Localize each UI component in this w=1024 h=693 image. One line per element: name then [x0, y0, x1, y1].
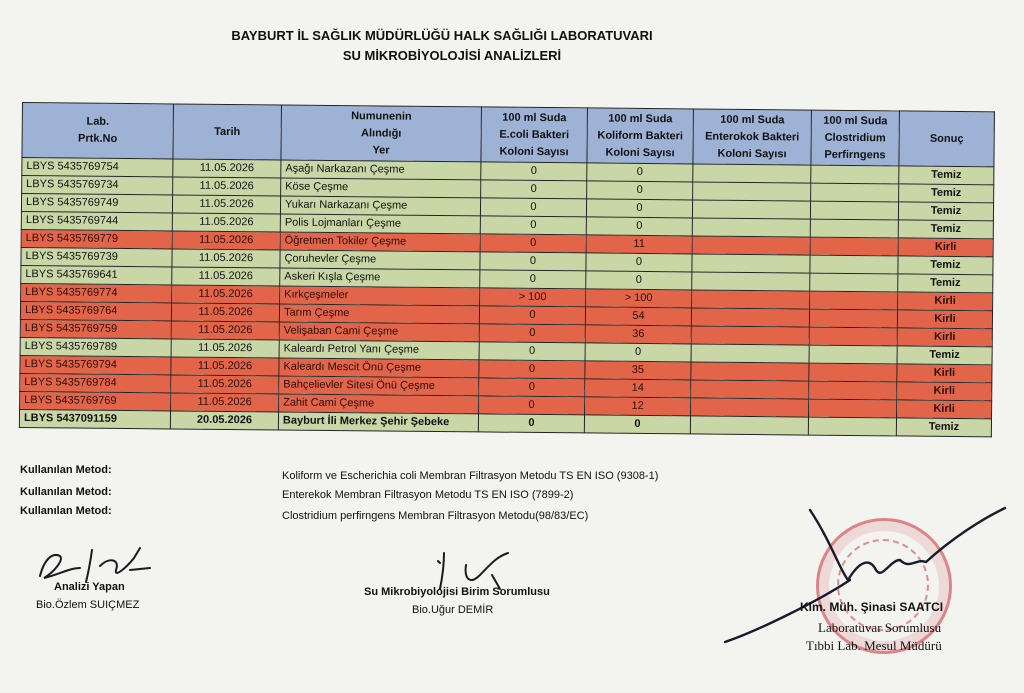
- column-header-0: [22, 103, 174, 159]
- cell-enterokok: [690, 416, 808, 435]
- cell-enterokok: [692, 254, 810, 273]
- cell-koliform: 0: [584, 415, 690, 434]
- method-label-1: Kullanılan Metod:: [20, 464, 112, 476]
- cell-koliform: > 100: [586, 289, 692, 308]
- cell-result: Temiz: [896, 418, 991, 437]
- cell-result: Kirli: [897, 328, 992, 347]
- cell-clostridium: [810, 219, 898, 238]
- cell-place: Bahçelievler Sitesi Önü Çeşme: [279, 376, 479, 396]
- cell-result: Temiz: [899, 184, 994, 203]
- cell-result: Temiz: [898, 202, 993, 221]
- cell-no: LBYS 5435769769: [20, 391, 171, 410]
- cell-ecoli: 0: [479, 342, 585, 361]
- cell-koliform: 0: [587, 163, 693, 182]
- report-subtitle: SU MİKROBİYOLOJİSİ ANALİZLERİ: [342, 48, 562, 63]
- column-header-line: Yer: [372, 143, 390, 157]
- method-text-3: Clostridium perfirngens Membran Filtrasyon Metodu(98/83/EC): [282, 510, 589, 522]
- cell-date: 20.05.2026: [170, 411, 278, 430]
- cell-place: Bayburt İli Merkez Şehir Şebeke: [278, 412, 478, 432]
- cell-enterokok: [692, 290, 810, 309]
- cell-enterokok: [691, 398, 809, 417]
- cell-date: 11.05.2026: [171, 375, 279, 394]
- cell-no: LBYS 5435769784: [20, 373, 171, 392]
- cell-result: Kirli: [898, 238, 993, 257]
- left-signer-name: Bio.Özlem SUIÇMEZ: [36, 599, 140, 611]
- cell-clostridium: [809, 399, 897, 418]
- cell-clostridium: [809, 327, 897, 346]
- cell-date: 11.05.2026: [173, 177, 281, 196]
- column-header-line: Enterokok Bakteri: [705, 130, 800, 143]
- column-header-4: [587, 108, 694, 164]
- cell-result: Kirli: [897, 382, 992, 401]
- cell-clostridium: [810, 255, 898, 274]
- cell-koliform: 54: [585, 307, 691, 326]
- cell-no: LBYS 5435769734: [22, 176, 173, 195]
- cell-enterokok: [691, 308, 809, 327]
- column-header-line: Prtk.No: [78, 132, 118, 145]
- cell-koliform: 0: [586, 271, 692, 290]
- cell-result: Temiz: [898, 220, 993, 239]
- column-header-line: Sonuç: [929, 132, 964, 145]
- cell-ecoli: 0: [479, 306, 585, 325]
- cell-result: Temiz: [899, 166, 994, 185]
- cell-koliform: 36: [585, 325, 691, 344]
- cell-clostridium: [809, 363, 897, 382]
- cell-enterokok: [691, 344, 809, 363]
- cell-no: LBYS 5435769744: [21, 211, 172, 230]
- cell-no: LBYS 5435769789: [20, 337, 171, 356]
- cell-koliform: 0: [586, 217, 692, 236]
- column-header-line: 100 ml Suda: [823, 114, 888, 127]
- cell-ecoli: 0: [479, 360, 585, 379]
- cell-koliform: 35: [585, 361, 691, 380]
- cell-ecoli: 0: [481, 180, 587, 199]
- cell-place: Tarım Çeşme: [279, 304, 479, 324]
- column-header-line: Koliform Bakteri: [597, 129, 684, 142]
- column-header-line: Numunenin: [351, 109, 412, 123]
- column-header-line: 100 ml Suda: [502, 111, 567, 124]
- cell-ecoli: 0: [479, 396, 585, 415]
- method-text-2: Enterekok Membran Filtrasyon Metodu TS EN ISO (7899-2): [282, 489, 574, 501]
- middle-signer-role: Su Mikrobiyolojisi Birim Sorumlusu: [364, 586, 550, 598]
- cell-clostridium: [808, 417, 896, 436]
- middle-signer-name: Bio.Uğur DEMİR: [412, 604, 494, 616]
- cell-enterokok: [692, 236, 810, 255]
- cell-result: Temiz: [898, 274, 993, 293]
- column-header-line: 100 ml Suda: [608, 112, 673, 125]
- cell-enterokok: [691, 326, 809, 345]
- column-header-5: [693, 109, 812, 165]
- cell-place: Çoruhevler Çeşme: [280, 250, 480, 270]
- cell-enterokok: [691, 362, 809, 381]
- column-header-line: E.coli Bakteri: [499, 128, 570, 141]
- cell-date: 11.05.2026: [171, 303, 279, 322]
- cell-enterokok: [692, 272, 810, 291]
- cell-place: Kaleardı Petrol Yanı Çeşme: [279, 340, 479, 360]
- cell-date: 11.05.2026: [172, 267, 280, 286]
- cell-ecoli: 0: [480, 198, 586, 217]
- column-header-1: [173, 104, 282, 160]
- cell-date: 11.05.2026: [171, 357, 279, 376]
- cell-place: Velişaban Cami Çeşme: [279, 322, 479, 342]
- cell-clostridium: [809, 381, 897, 400]
- cell-result: Kirli: [898, 292, 993, 311]
- cell-result: Kirli: [897, 310, 992, 329]
- cell-no: LBYS 5435769764: [20, 301, 171, 320]
- cell-place: Kırkçeşmeler: [280, 286, 480, 306]
- cell-enterokok: [693, 182, 811, 201]
- cell-date: 11.05.2026: [171, 393, 279, 412]
- cell-result: Kirli: [897, 400, 992, 419]
- cell-place: Aşağı Narkazanı Çeşme: [281, 160, 481, 180]
- method-label-3: Kullanılan Metod:: [20, 505, 112, 517]
- cell-no: LBYS 5435769749: [21, 194, 172, 213]
- cell-clostridium: [811, 165, 899, 184]
- cell-no: LBYS 5435769759: [20, 319, 171, 338]
- column-header-3: [481, 107, 588, 163]
- cell-ecoli: 0: [480, 252, 586, 271]
- cell-place: Yukarı Narkazanı Çeşme: [280, 196, 480, 216]
- cell-no: LBYS 5435769739: [21, 247, 172, 266]
- cell-date: 11.05.2026: [172, 213, 280, 232]
- cell-koliform: 11: [586, 235, 692, 254]
- right-signer-position: Tıbbi Lab. Mesul Müdürü: [806, 638, 942, 653]
- column-header-line: Lab.: [86, 115, 110, 128]
- method-text-1: Koliform ve Escherichia coli Membran Filtrasyon Metodu TS EN ISO (9308-1): [282, 470, 659, 482]
- cell-place: Polis Lojmanları Çeşme: [280, 214, 480, 234]
- table-header-row: [22, 103, 994, 167]
- cell-result: Kirli: [897, 364, 992, 383]
- analysis-table: [19, 102, 995, 437]
- cell-koliform: 0: [585, 343, 691, 362]
- cell-clostridium: [810, 237, 898, 256]
- cell-koliform: 12: [585, 397, 691, 416]
- cell-enterokok: [692, 200, 810, 219]
- cell-no: LBYS 5435769794: [20, 355, 171, 374]
- left-signer-role: Analizi Yapan: [54, 581, 125, 593]
- right-signer-name: Klm. Müh. Şinasi SAATCI: [800, 600, 944, 614]
- cell-no: LBYS 5435769641: [21, 265, 172, 284]
- cell-koliform: 0: [586, 253, 692, 272]
- cell-date: 11.05.2026: [172, 249, 280, 268]
- cell-clostridium: [809, 345, 897, 364]
- cell-ecoli: 0: [481, 162, 587, 181]
- cell-result: Temiz: [898, 256, 993, 275]
- cell-date: 11.05.2026: [172, 195, 280, 214]
- cell-result: Temiz: [897, 346, 992, 365]
- cell-koliform: 0: [587, 181, 693, 200]
- column-header-line: Tarih: [214, 125, 241, 138]
- cell-clostridium: [810, 291, 898, 310]
- cell-clostridium: [810, 273, 898, 292]
- column-header-line: Perfirngens: [824, 148, 886, 161]
- cell-ecoli: 0: [480, 270, 586, 289]
- cell-date: 11.05.2026: [172, 285, 280, 304]
- cell-koliform: 14: [585, 379, 691, 398]
- cell-place: Köse Çeşme: [281, 178, 481, 198]
- cell-date: 11.05.2026: [171, 321, 279, 340]
- method-label-2: Kullanılan Metod:: [20, 486, 112, 498]
- cell-ecoli: > 100: [480, 288, 586, 307]
- column-header-line: Koloni Sayısı: [605, 146, 675, 159]
- column-header-line: Koloni Sayısı: [499, 145, 569, 158]
- cell-ecoli: 0: [479, 378, 585, 397]
- cell-date: 11.05.2026: [171, 339, 279, 358]
- cell-ecoli: 0: [480, 234, 586, 253]
- column-header-line: Alındığı: [360, 126, 402, 140]
- cell-ecoli: 0: [479, 324, 585, 343]
- cell-place: Zahit Cami Çeşme: [279, 394, 479, 414]
- cell-clostridium: [810, 201, 898, 220]
- cell-ecoli: 0: [478, 414, 584, 433]
- cell-no: LBYS 5435769779: [21, 229, 172, 248]
- cell-date: 11.05.2026: [173, 159, 281, 178]
- column-header-7: [899, 111, 995, 167]
- cell-place: Kaleardı Mescit Önü Çeşme: [279, 358, 479, 378]
- column-header-line: Clostridium: [824, 131, 886, 144]
- cell-no: LBYS 5435769774: [21, 283, 172, 302]
- report-title: BAYBURT İL SAĞLIK MÜDÜRLÜĞÜ HALK SAĞLIĞI LABORATUVARI: [231, 28, 653, 43]
- cell-place: Askeri Kışla Çeşme: [280, 268, 480, 288]
- cell-ecoli: 0: [480, 216, 586, 235]
- right-signer-title: Laboratuvar Sorumlusu: [818, 620, 942, 635]
- cell-place: Öğretmen Tokiler Çeşme: [280, 232, 480, 252]
- cell-enterokok: [691, 380, 809, 399]
- cell-no: LBYS 5437091159: [19, 409, 170, 428]
- column-header-2: [281, 105, 482, 162]
- cell-koliform: 0: [586, 199, 692, 218]
- column-header-line: 100 ml Suda: [720, 113, 785, 126]
- column-header-line: Koloni Sayısı: [717, 147, 787, 160]
- cell-enterokok: [692, 218, 810, 237]
- cell-clostridium: [809, 309, 897, 328]
- cell-no: LBYS 5435769754: [22, 158, 173, 177]
- column-header-6: [811, 110, 900, 166]
- cell-enterokok: [693, 164, 811, 183]
- cell-clostridium: [811, 183, 899, 202]
- cell-date: 11.05.2026: [172, 231, 280, 250]
